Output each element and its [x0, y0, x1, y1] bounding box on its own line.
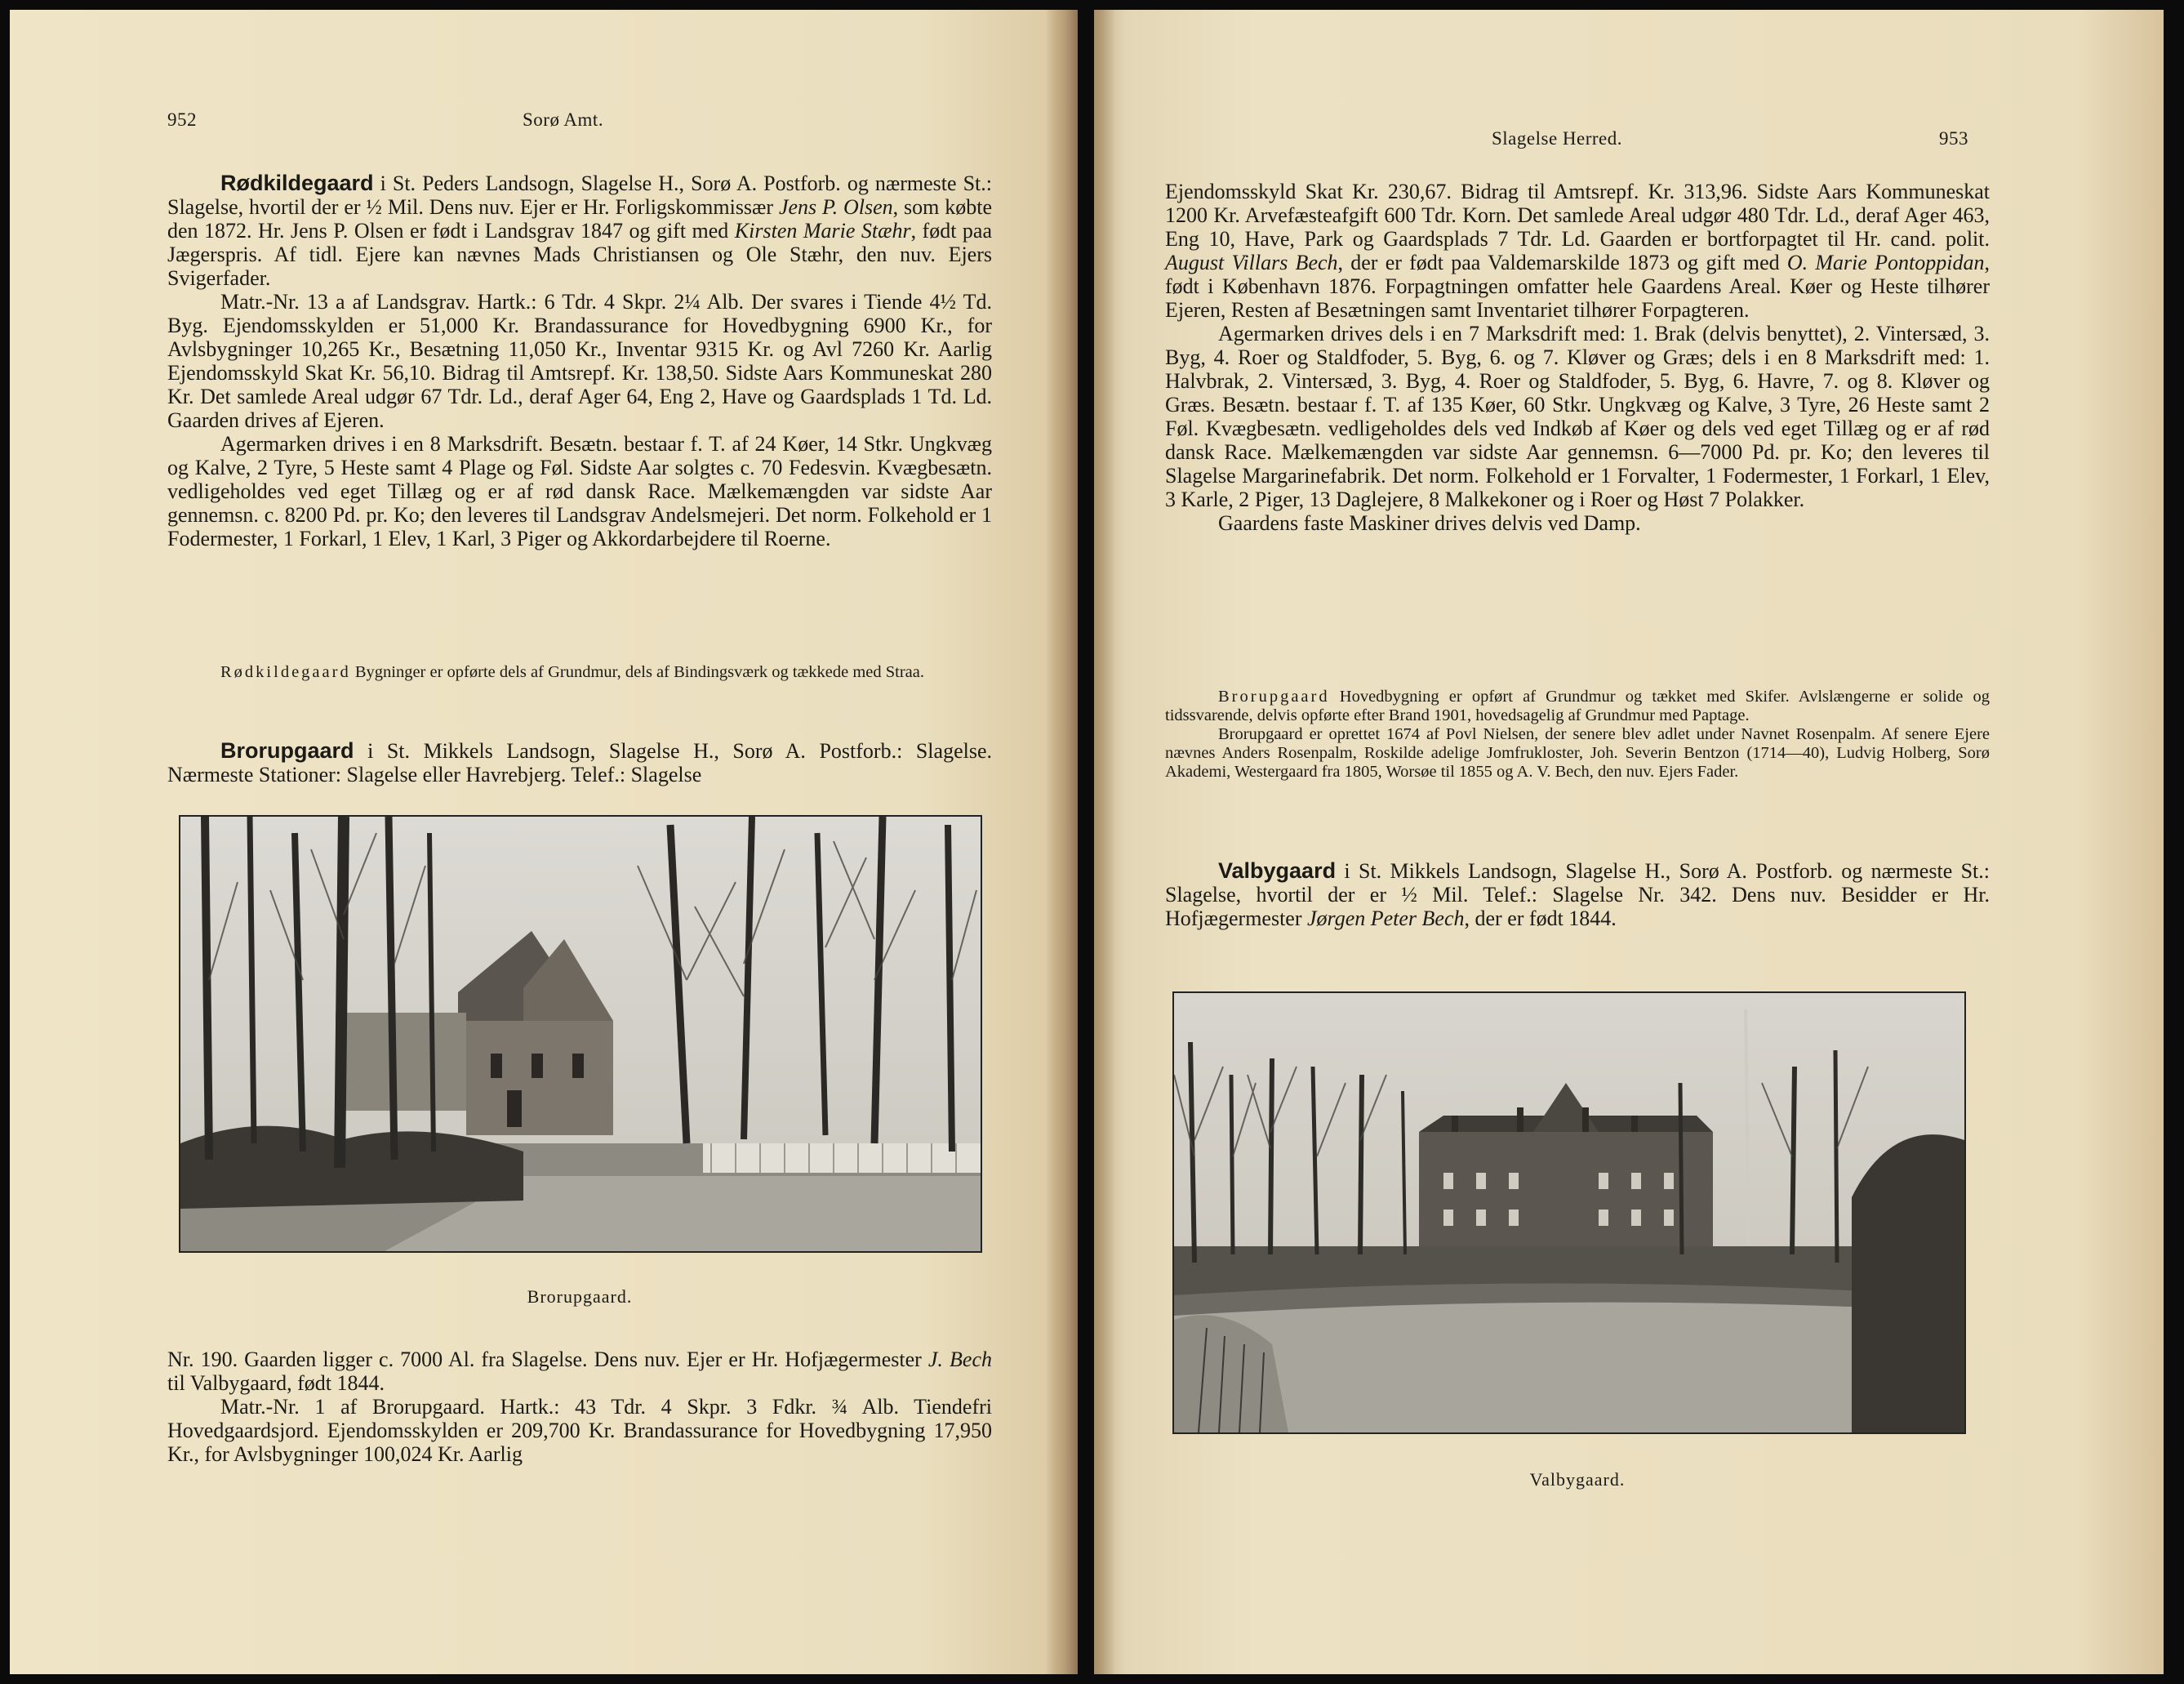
valbygaard-title: Valbygaard: [1218, 858, 1337, 883]
brorupgaard-photo-caption: Brorupgaard.: [527, 1286, 633, 1307]
left-page-gutter-shadow: [1045, 10, 1078, 1674]
brorupgaard-owner-line: Nr. 190. Gaarden ligger c. 7000 Al. fra Slagelse. Dens nuv. Ejer er Hr. Hofjægermester J. Bech til Valbygaard, født 1844.: [167, 1348, 992, 1395]
rodkildegaard-entry: [167, 172, 992, 550]
rodkildegaard-title: Rødkildegaard: [220, 171, 374, 195]
valbygaard-photo-caption: Valbygaard.: [1529, 1469, 1626, 1490]
rodkildegaard-intro: Rødkildegaard i St. Peders Landsogn, Slagelse H., Sorø A. Postforb. og nærmeste St.: Slagelse, hvortil der er ½ Mil. Dens nuv. Ejer er Hr. Forligskommissær Jens P. Olsen, som købte den 1872. Hr. Jens P. Olsen er født i Landsgrav 1847 og gift med Kirsten Marie Stæhr, født paa Jægerspris. Af tidl. Ejere kan nævnes Mads Christiansen og Ole Stæhr, den nuv. Ejers Svigerfader.: [167, 171, 993, 290]
rodkildegaard-owner: Jens P. Olsen: [778, 195, 893, 219]
rodkildegaard-farming-details: Agermarken drives i en 8 Marksdrift. Besætn. bestaar f. T. af 24 Køer, 14 Stkr. Ungkvæg og Kalve, 2 Tyre, 5 Heste samt 4 Plage og Føl. Sidste Aar solgtes c. 70 Fedesvin. Kvægbesætn. vedligeholdes ved eget Tillæg og er af rød dansk Race. Mælkemængden var sidste Aar gennemsn. c. 8200 Pd. pr. Ko; den leveres til Landsgrav Andelsmejeri. Det norm. Folkehold er 1 Fodermester, 1 Forkarl, 1 Elev, 1 Karl, 3 Piger og Akkordarbejdere til Roerne.: [167, 432, 992, 550]
rodkildegaard-property-details: Matr.-Nr. 13 a af Landsgrav. Hartk.: 6 Tdr. 4 Skpr. 2¼ Alb. Der svares i Tiende 4½ Td. Byg. Ejendomsskylden er 51,000 Kr. Brandassurance for Hovedbygning 6900 Kr., for Avlsbygninger 10,265 Kr., Besætning 11,050 Kr., Inventar 9315 Kr. og Avl 7260 Kr. Aarlig Ejendomsskyld Skat Kr. 56,10. Bidrag til Amtsrepf. Kr. 138,50. Sidste Aars Kommuneskat 280 Kr. Det samlede Areal udgør 67 Tdr. Ld., deraf Ager 64, Eng 2, Have og Gaardsplads 1 Td. Ld. Gaarden drives af Ejeren.: [167, 290, 992, 432]
book-spine-gap: [1078, 0, 1094, 1684]
valbygaard-entry: Valbygaard i St. Mikkels Landsogn, Slagelse H., Sorø A. Postforb. og nærmeste St.: Slagelse, hvortil der er ½ Mil. Telef.: Slagelse Nr. 342. Dens nuv. Besidder er Hr. Hofjægermester Jørgen Peter Bech, der er født 1844.: [1165, 858, 1990, 930]
brorupgaard-continuation: [167, 1348, 992, 1466]
right-page-number: 953: [1939, 128, 1968, 149]
brorupgaard-history-note: Brorupgaard er oprettet 1674 af Povl Nielsen, der senere blev adlet under Navnet Rosenpalm. Af senere Ejere nævnes Anders Rosenpalm, Roskilde adelige Jomfrukloster, Joh. Severin Bentzon (1714—40), Ludvig Holberg, Sorø Akademi, Westergaard fra 1805, Worsøe til 1855 og A. V. Bech, den nuv. Ejers Fader.: [1165, 725, 1990, 781]
rodkildegaard-building-note: Rødkildegaard Bygninger er opførte dels af Grundmur, dels af Bindingsværk og tækkede med Straa.: [220, 663, 924, 681]
brorupgaard-notes: [1165, 688, 1990, 782]
brorupgaard-machines: Gaardens faste Maskiner drives delvis ved Damp.: [1218, 511, 1641, 535]
right-running-head: Slagelse Herred.: [1492, 128, 1622, 149]
left-page: [10, 10, 1078, 1674]
brorupgaard-title: Brorupgaard: [220, 738, 354, 763]
brorupgaard-photo: [179, 815, 982, 1253]
valbygaard-photo: [1172, 991, 1966, 1434]
brorupgaard-continued-entry: [1165, 180, 1990, 535]
left-page-number: 952: [167, 109, 197, 130]
brorupgaard-property-details: Matr.-Nr. 1 af Brorupgaard. Hartk.: 43 Tdr. 4 Skpr. 3 Fdkr. ¾ Alb. Tiendefri Hovedgaardsjord. Ejendomsskylden er 209,700 Kr. Brandassurance for Hovedbygning 17,950 Kr., for Avlsbygninger 100,024 Kr. Aarlig: [167, 1395, 992, 1466]
valbygaard-photo-image: [1174, 993, 1964, 1432]
right-page: [1094, 10, 2164, 1674]
brorupgaard-owner: J. Bech: [927, 1348, 992, 1371]
left-running-head: Sorø Amt.: [523, 109, 604, 130]
brorupgaard-entry: Brorupgaard i St. Mikkels Landsogn, Slagelse H., Sorø A. Postforb.: Slagelse. Nærmeste Stationer: Slagelse eller Havrebjerg. Telef.: Slagelse: [167, 738, 992, 786]
brorupgaard-tenant: August Villars Bech: [1165, 251, 1338, 274]
brorupgaard-photo-image: [180, 817, 981, 1251]
brorupgaard-tenancy: Ejendomsskyld Skat Kr. 230,67. Bidrag til Amtsrepf. Kr. 313,96. Sidste Aars Kommuneskat 1200 Kr. Arvefæsteafgift 600 Tdr. Korn. Det samlede Areal udgør 480 Tdr. Ld., deraf Ager 463, Eng 10, Have, Park og Gaardsplads 7 Tdr. Ld. Gaarden er bortforpagtet til Hr. cand. polit. August Villars Bech, der er født paa Valdemarskilde 1873 og gift med O. Marie Pontoppidan, født i København 1876. Forpagtningen omfatter hele Gaardens Areal. Køer og Heste tilhører Ejeren, Resten af Besætningen samt Inventariet tilhører Forpagteren.: [1165, 180, 1991, 322]
rodkildegaard-owner-wife: Kirsten Marie Stæhr: [734, 219, 911, 243]
brorupgaard-building-note: Brorupgaard Hovedbygning er opført af Grundmur og tækket med Skifer. Avlslængerne er solide og tidssvarende, delvis opførte efter Brand 1901, hovedsagelig af Grundmur med Paptage.: [1165, 688, 1990, 724]
brorupgaard-farming-details: Agermarken drives dels i en 7 Marksdrift med: 1. Brak (delvis benyttet), 2. Vintersæd, 3. Byg, 4. Roer og Staldfoder, 5. Byg, 6. og 7. Kløver og Græs; dels i en 8 Marksdrift med: 1. Halvbrak, 2. Vintersæd, 3. Byg, 4. Roer og Staldfoder, 5. Byg, 6. Havre, 7. og 8. Kløver og Græs. Besætn. bestaar f. T. af 135 Køer, 60 Stkr. Ungkvæg og Kalve, 3 Tyre, 26 Heste samt 2 Føl. Kvægbesætn. vedligeholdes dels ved Indkøb af Køer og dels ved eget Tillæg og er af rød dansk Race. Mælkemængden var sidste Aar gennemsn. 6—7000 Pd. pr. Ko; den leveres til Slagelse Margarinefabrik. Det norm. Folkehold er 1 Forvalter, 1 Fodermester, 1 Forkarl, 1 Elev, 3 Karle, 2 Piger, 13 Daglejere, 8 Malkekoner og i Roer og Høst 7 Polakker.: [1165, 322, 1990, 511]
brorupgaard-tenant-wife: O. Marie Pontoppidan: [1786, 251, 1985, 274]
right-page-gutter-shadow: [1094, 10, 1115, 1674]
valbygaard-owner: Jørgen Peter Bech: [1307, 907, 1465, 930]
